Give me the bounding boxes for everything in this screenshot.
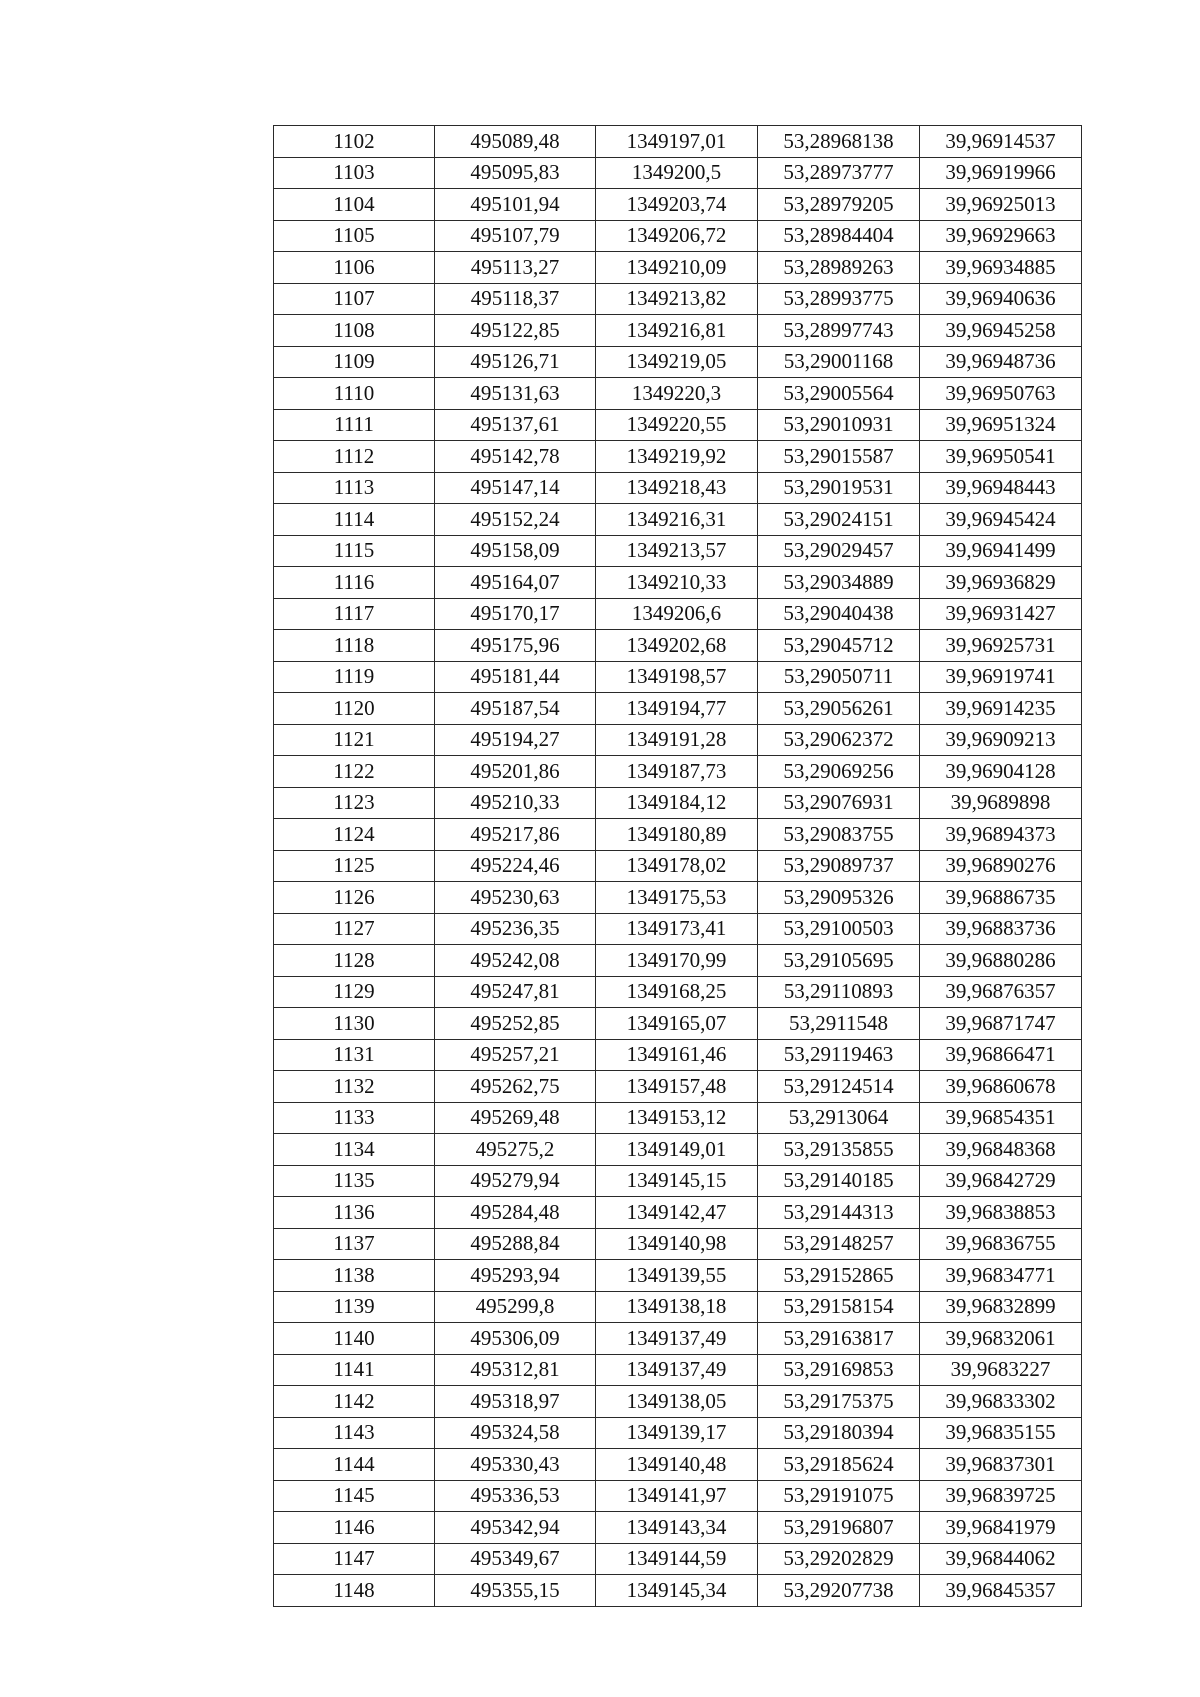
y-coordinate-cell: 1349168,25 xyxy=(596,976,758,1008)
longitude-cell: 39,96833302 xyxy=(920,1386,1082,1418)
longitude-cell: 39,96919741 xyxy=(920,661,1082,693)
longitude-cell: 39,96945424 xyxy=(920,504,1082,536)
x-coordinate-cell: 495113,27 xyxy=(435,252,596,284)
latitude-cell: 53,29056261 xyxy=(758,693,920,725)
latitude-cell: 53,28973777 xyxy=(758,157,920,189)
longitude-cell: 39,96925731 xyxy=(920,630,1082,662)
longitude-cell: 39,9683227 xyxy=(920,1354,1082,1386)
table-row xyxy=(274,189,1082,221)
y-coordinate-cell: 1349184,12 xyxy=(596,787,758,819)
table-row xyxy=(274,283,1082,315)
point-number-cell: 1138 xyxy=(274,1260,435,1292)
table-row xyxy=(274,1417,1082,1449)
table-row xyxy=(274,976,1082,1008)
table-row xyxy=(274,1228,1082,1260)
table-row xyxy=(274,913,1082,945)
x-coordinate-cell: 495095,83 xyxy=(435,157,596,189)
latitude-cell: 53,29135855 xyxy=(758,1134,920,1166)
y-coordinate-cell: 1349153,12 xyxy=(596,1102,758,1134)
latitude-cell: 53,29152865 xyxy=(758,1260,920,1292)
table-row xyxy=(274,441,1082,473)
y-coordinate-cell: 1349145,15 xyxy=(596,1165,758,1197)
table-row xyxy=(274,630,1082,662)
coordinates-table-body xyxy=(274,126,1082,1607)
x-coordinate-cell: 495224,46 xyxy=(435,850,596,882)
x-coordinate-cell: 495122,85 xyxy=(435,315,596,347)
x-coordinate-cell: 495262,75 xyxy=(435,1071,596,1103)
latitude-cell: 53,29119463 xyxy=(758,1039,920,1071)
point-number-cell: 1137 xyxy=(274,1228,435,1260)
longitude-cell: 39,96914537 xyxy=(920,126,1082,158)
y-coordinate-cell: 1349191,28 xyxy=(596,724,758,756)
y-coordinate-cell: 1349170,99 xyxy=(596,945,758,977)
point-number-cell: 1108 xyxy=(274,315,435,347)
y-coordinate-cell: 1349149,01 xyxy=(596,1134,758,1166)
point-number-cell: 1112 xyxy=(274,441,435,473)
latitude-cell: 53,29089737 xyxy=(758,850,920,882)
x-coordinate-cell: 495107,79 xyxy=(435,220,596,252)
x-coordinate-cell: 495131,63 xyxy=(435,378,596,410)
x-coordinate-cell: 495147,14 xyxy=(435,472,596,504)
table-row xyxy=(274,315,1082,347)
y-coordinate-cell: 1349180,89 xyxy=(596,819,758,851)
y-coordinate-cell: 1349161,46 xyxy=(596,1039,758,1071)
latitude-cell: 53,28989263 xyxy=(758,252,920,284)
latitude-cell: 53,29083755 xyxy=(758,819,920,851)
y-coordinate-cell: 1349197,01 xyxy=(596,126,758,158)
point-number-cell: 1128 xyxy=(274,945,435,977)
x-coordinate-cell: 495355,15 xyxy=(435,1575,596,1607)
latitude-cell: 53,29169853 xyxy=(758,1354,920,1386)
x-coordinate-cell: 495284,48 xyxy=(435,1197,596,1229)
point-number-cell: 1125 xyxy=(274,850,435,882)
point-number-cell: 1110 xyxy=(274,378,435,410)
x-coordinate-cell: 495236,35 xyxy=(435,913,596,945)
longitude-cell: 39,96854351 xyxy=(920,1102,1082,1134)
latitude-cell: 53,29076931 xyxy=(758,787,920,819)
point-number-cell: 1126 xyxy=(274,882,435,914)
table-row xyxy=(274,1291,1082,1323)
table-row xyxy=(274,157,1082,189)
x-coordinate-cell: 495288,84 xyxy=(435,1228,596,1260)
point-number-cell: 1134 xyxy=(274,1134,435,1166)
y-coordinate-cell: 1349137,49 xyxy=(596,1323,758,1355)
y-coordinate-cell: 1349145,34 xyxy=(596,1575,758,1607)
y-coordinate-cell: 1349218,43 xyxy=(596,472,758,504)
longitude-cell: 39,96880286 xyxy=(920,945,1082,977)
latitude-cell: 53,29005564 xyxy=(758,378,920,410)
latitude-cell: 53,29158154 xyxy=(758,1291,920,1323)
point-number-cell: 1115 xyxy=(274,535,435,567)
longitude-cell: 39,96950541 xyxy=(920,441,1082,473)
x-coordinate-cell: 495324,58 xyxy=(435,1417,596,1449)
point-number-cell: 1142 xyxy=(274,1386,435,1418)
y-coordinate-cell: 1349137,49 xyxy=(596,1354,758,1386)
y-coordinate-cell: 1349194,77 xyxy=(596,693,758,725)
x-coordinate-cell: 495181,44 xyxy=(435,661,596,693)
point-number-cell: 1146 xyxy=(274,1512,435,1544)
table-row xyxy=(274,1165,1082,1197)
latitude-cell: 53,28979205 xyxy=(758,189,920,221)
latitude-cell: 53,28997743 xyxy=(758,315,920,347)
longitude-cell: 39,96834771 xyxy=(920,1260,1082,1292)
longitude-cell: 39,96919966 xyxy=(920,157,1082,189)
x-coordinate-cell: 495158,09 xyxy=(435,535,596,567)
latitude-cell: 53,29207738 xyxy=(758,1575,920,1607)
x-coordinate-cell: 495247,81 xyxy=(435,976,596,1008)
table-row xyxy=(274,126,1082,158)
latitude-cell: 53,28993775 xyxy=(758,283,920,315)
point-number-cell: 1124 xyxy=(274,819,435,851)
point-number-cell: 1111 xyxy=(274,409,435,441)
longitude-cell: 39,96890276 xyxy=(920,850,1082,882)
latitude-cell: 53,29024151 xyxy=(758,504,920,536)
table-row xyxy=(274,756,1082,788)
latitude-cell: 53,29001168 xyxy=(758,346,920,378)
x-coordinate-cell: 495152,24 xyxy=(435,504,596,536)
table-row xyxy=(274,661,1082,693)
table-row xyxy=(274,1354,1082,1386)
y-coordinate-cell: 1349138,18 xyxy=(596,1291,758,1323)
longitude-cell: 39,96940636 xyxy=(920,283,1082,315)
x-coordinate-cell: 495101,94 xyxy=(435,189,596,221)
table-row xyxy=(274,1480,1082,1512)
table-row xyxy=(274,724,1082,756)
point-number-cell: 1116 xyxy=(274,567,435,599)
longitude-cell: 39,96948443 xyxy=(920,472,1082,504)
x-coordinate-cell: 495336,53 xyxy=(435,1480,596,1512)
latitude-cell: 53,29191075 xyxy=(758,1480,920,1512)
table-row xyxy=(274,1008,1082,1040)
x-coordinate-cell: 495210,33 xyxy=(435,787,596,819)
point-number-cell: 1121 xyxy=(274,724,435,756)
longitude-cell: 39,96931427 xyxy=(920,598,1082,630)
table-row xyxy=(274,252,1082,284)
point-number-cell: 1122 xyxy=(274,756,435,788)
y-coordinate-cell: 1349141,97 xyxy=(596,1480,758,1512)
point-number-cell: 1143 xyxy=(274,1417,435,1449)
longitude-cell: 39,96839725 xyxy=(920,1480,1082,1512)
y-coordinate-cell: 1349142,47 xyxy=(596,1197,758,1229)
table-row xyxy=(274,567,1082,599)
y-coordinate-cell: 1349140,48 xyxy=(596,1449,758,1481)
table-row xyxy=(274,1575,1082,1607)
point-number-cell: 1104 xyxy=(274,189,435,221)
y-coordinate-cell: 1349200,5 xyxy=(596,157,758,189)
latitude-cell: 53,29019531 xyxy=(758,472,920,504)
table-row xyxy=(274,1260,1082,1292)
table-row xyxy=(274,1071,1082,1103)
table-row xyxy=(274,472,1082,504)
point-number-cell: 1114 xyxy=(274,504,435,536)
x-coordinate-cell: 495349,67 xyxy=(435,1543,596,1575)
y-coordinate-cell: 1349138,05 xyxy=(596,1386,758,1418)
x-coordinate-cell: 495318,97 xyxy=(435,1386,596,1418)
point-number-cell: 1132 xyxy=(274,1071,435,1103)
longitude-cell: 39,96945258 xyxy=(920,315,1082,347)
longitude-cell: 39,96842729 xyxy=(920,1165,1082,1197)
y-coordinate-cell: 1349203,74 xyxy=(596,189,758,221)
y-coordinate-cell: 1349210,33 xyxy=(596,567,758,599)
latitude-cell: 53,29050711 xyxy=(758,661,920,693)
x-coordinate-cell: 495089,48 xyxy=(435,126,596,158)
point-number-cell: 1136 xyxy=(274,1197,435,1229)
table-row xyxy=(274,1102,1082,1134)
table-row xyxy=(274,1449,1082,1481)
latitude-cell: 53,29175375 xyxy=(758,1386,920,1418)
latitude-cell: 53,29095326 xyxy=(758,882,920,914)
latitude-cell: 53,29010931 xyxy=(758,409,920,441)
point-number-cell: 1135 xyxy=(274,1165,435,1197)
point-number-cell: 1129 xyxy=(274,976,435,1008)
point-number-cell: 1147 xyxy=(274,1543,435,1575)
point-number-cell: 1144 xyxy=(274,1449,435,1481)
table-row xyxy=(274,409,1082,441)
longitude-cell: 39,96832061 xyxy=(920,1323,1082,1355)
point-number-cell: 1113 xyxy=(274,472,435,504)
y-coordinate-cell: 1349139,17 xyxy=(596,1417,758,1449)
point-number-cell: 1103 xyxy=(274,157,435,189)
latitude-cell: 53,29045712 xyxy=(758,630,920,662)
latitude-cell: 53,29034889 xyxy=(758,567,920,599)
y-coordinate-cell: 1349216,31 xyxy=(596,504,758,536)
table-row xyxy=(274,1323,1082,1355)
x-coordinate-cell: 495187,54 xyxy=(435,693,596,725)
longitude-cell: 39,96838853 xyxy=(920,1197,1082,1229)
y-coordinate-cell: 1349140,98 xyxy=(596,1228,758,1260)
table-row xyxy=(274,850,1082,882)
point-number-cell: 1119 xyxy=(274,661,435,693)
x-coordinate-cell: 495137,61 xyxy=(435,409,596,441)
table-row xyxy=(274,1134,1082,1166)
x-coordinate-cell: 495175,96 xyxy=(435,630,596,662)
longitude-cell: 39,96860678 xyxy=(920,1071,1082,1103)
latitude-cell: 53,29148257 xyxy=(758,1228,920,1260)
longitude-cell: 39,96936829 xyxy=(920,567,1082,599)
x-coordinate-cell: 495293,94 xyxy=(435,1260,596,1292)
latitude-cell: 53,2913064 xyxy=(758,1102,920,1134)
latitude-cell: 53,29163817 xyxy=(758,1323,920,1355)
y-coordinate-cell: 1349157,48 xyxy=(596,1071,758,1103)
longitude-cell: 39,96950763 xyxy=(920,378,1082,410)
y-coordinate-cell: 1349213,57 xyxy=(596,535,758,567)
y-coordinate-cell: 1349210,09 xyxy=(596,252,758,284)
point-number-cell: 1120 xyxy=(274,693,435,725)
y-coordinate-cell: 1349175,53 xyxy=(596,882,758,914)
x-coordinate-cell: 495257,21 xyxy=(435,1039,596,1071)
point-number-cell: 1106 xyxy=(274,252,435,284)
longitude-cell: 39,96914235 xyxy=(920,693,1082,725)
latitude-cell: 53,29062372 xyxy=(758,724,920,756)
table-row xyxy=(274,598,1082,630)
point-number-cell: 1133 xyxy=(274,1102,435,1134)
table-row xyxy=(274,1543,1082,1575)
y-coordinate-cell: 1349219,92 xyxy=(596,441,758,473)
point-number-cell: 1127 xyxy=(274,913,435,945)
longitude-cell: 39,96837301 xyxy=(920,1449,1082,1481)
x-coordinate-cell: 495142,78 xyxy=(435,441,596,473)
x-coordinate-cell: 495217,86 xyxy=(435,819,596,851)
point-number-cell: 1118 xyxy=(274,630,435,662)
point-number-cell: 1117 xyxy=(274,598,435,630)
point-number-cell: 1107 xyxy=(274,283,435,315)
table-row xyxy=(274,945,1082,977)
x-coordinate-cell: 495275,2 xyxy=(435,1134,596,1166)
y-coordinate-cell: 1349178,02 xyxy=(596,850,758,882)
table-row xyxy=(274,346,1082,378)
point-number-cell: 1140 xyxy=(274,1323,435,1355)
longitude-cell: 39,96836755 xyxy=(920,1228,1082,1260)
latitude-cell: 53,29110893 xyxy=(758,976,920,1008)
longitude-cell: 39,96929663 xyxy=(920,220,1082,252)
table-row xyxy=(274,787,1082,819)
x-coordinate-cell: 495312,81 xyxy=(435,1354,596,1386)
table-row xyxy=(274,819,1082,851)
point-number-cell: 1105 xyxy=(274,220,435,252)
table-row xyxy=(274,535,1082,567)
longitude-cell: 39,96832899 xyxy=(920,1291,1082,1323)
point-number-cell: 1102 xyxy=(274,126,435,158)
point-number-cell: 1145 xyxy=(274,1480,435,1512)
x-coordinate-cell: 495170,17 xyxy=(435,598,596,630)
latitude-cell: 53,29144313 xyxy=(758,1197,920,1229)
longitude-cell: 39,96948736 xyxy=(920,346,1082,378)
point-number-cell: 1130 xyxy=(274,1008,435,1040)
longitude-cell: 39,96909213 xyxy=(920,724,1082,756)
x-coordinate-cell: 495194,27 xyxy=(435,724,596,756)
coordinates-table xyxy=(273,125,1082,1607)
latitude-cell: 53,29069256 xyxy=(758,756,920,788)
x-coordinate-cell: 495299,8 xyxy=(435,1291,596,1323)
x-coordinate-cell: 495330,43 xyxy=(435,1449,596,1481)
longitude-cell: 39,96904128 xyxy=(920,756,1082,788)
point-number-cell: 1148 xyxy=(274,1575,435,1607)
latitude-cell: 53,29124514 xyxy=(758,1071,920,1103)
y-coordinate-cell: 1349144,59 xyxy=(596,1543,758,1575)
y-coordinate-cell: 1349165,07 xyxy=(596,1008,758,1040)
longitude-cell: 39,9689898 xyxy=(920,787,1082,819)
longitude-cell: 39,96876357 xyxy=(920,976,1082,1008)
table-row xyxy=(274,504,1082,536)
point-number-cell: 1141 xyxy=(274,1354,435,1386)
y-coordinate-cell: 1349206,6 xyxy=(596,598,758,630)
y-coordinate-cell: 1349220,55 xyxy=(596,409,758,441)
longitude-cell: 39,96925013 xyxy=(920,189,1082,221)
x-coordinate-cell: 495242,08 xyxy=(435,945,596,977)
latitude-cell: 53,29105695 xyxy=(758,945,920,977)
longitude-cell: 39,96894373 xyxy=(920,819,1082,851)
y-coordinate-cell: 1349206,72 xyxy=(596,220,758,252)
y-coordinate-cell: 1349187,73 xyxy=(596,756,758,788)
x-coordinate-cell: 495164,07 xyxy=(435,567,596,599)
table-row xyxy=(274,1039,1082,1071)
longitude-cell: 39,96841979 xyxy=(920,1512,1082,1544)
y-coordinate-cell: 1349219,05 xyxy=(596,346,758,378)
latitude-cell: 53,29029457 xyxy=(758,535,920,567)
table-row xyxy=(274,1386,1082,1418)
longitude-cell: 39,96844062 xyxy=(920,1543,1082,1575)
x-coordinate-cell: 495306,09 xyxy=(435,1323,596,1355)
table-row xyxy=(274,882,1082,914)
latitude-cell: 53,28984404 xyxy=(758,220,920,252)
latitude-cell: 53,29180394 xyxy=(758,1417,920,1449)
longitude-cell: 39,96848368 xyxy=(920,1134,1082,1166)
longitude-cell: 39,96886735 xyxy=(920,882,1082,914)
latitude-cell: 53,28968138 xyxy=(758,126,920,158)
y-coordinate-cell: 1349173,41 xyxy=(596,913,758,945)
table-row xyxy=(274,693,1082,725)
longitude-cell: 39,96835155 xyxy=(920,1417,1082,1449)
point-number-cell: 1109 xyxy=(274,346,435,378)
y-coordinate-cell: 1349143,34 xyxy=(596,1512,758,1544)
latitude-cell: 53,29202829 xyxy=(758,1543,920,1575)
latitude-cell: 53,29140185 xyxy=(758,1165,920,1197)
longitude-cell: 39,96883736 xyxy=(920,913,1082,945)
x-coordinate-cell: 495269,48 xyxy=(435,1102,596,1134)
point-number-cell: 1131 xyxy=(274,1039,435,1071)
table-row xyxy=(274,378,1082,410)
latitude-cell: 53,29196807 xyxy=(758,1512,920,1544)
y-coordinate-cell: 1349213,82 xyxy=(596,283,758,315)
table-row xyxy=(274,220,1082,252)
table-row xyxy=(274,1512,1082,1544)
y-coordinate-cell: 1349216,81 xyxy=(596,315,758,347)
x-coordinate-cell: 495118,37 xyxy=(435,283,596,315)
longitude-cell: 39,96941499 xyxy=(920,535,1082,567)
point-number-cell: 1139 xyxy=(274,1291,435,1323)
longitude-cell: 39,96845357 xyxy=(920,1575,1082,1607)
y-coordinate-cell: 1349198,57 xyxy=(596,661,758,693)
longitude-cell: 39,96951324 xyxy=(920,409,1082,441)
y-coordinate-cell: 1349139,55 xyxy=(596,1260,758,1292)
longitude-cell: 39,96934885 xyxy=(920,252,1082,284)
y-coordinate-cell: 1349220,3 xyxy=(596,378,758,410)
x-coordinate-cell: 495279,94 xyxy=(435,1165,596,1197)
latitude-cell: 53,2911548 xyxy=(758,1008,920,1040)
longitude-cell: 39,96866471 xyxy=(920,1039,1082,1071)
latitude-cell: 53,29040438 xyxy=(758,598,920,630)
x-coordinate-cell: 495342,94 xyxy=(435,1512,596,1544)
x-coordinate-cell: 495201,86 xyxy=(435,756,596,788)
x-coordinate-cell: 495252,85 xyxy=(435,1008,596,1040)
longitude-cell: 39,96871747 xyxy=(920,1008,1082,1040)
x-coordinate-cell: 495230,63 xyxy=(435,882,596,914)
table-row xyxy=(274,1197,1082,1229)
y-coordinate-cell: 1349202,68 xyxy=(596,630,758,662)
x-coordinate-cell: 495126,71 xyxy=(435,346,596,378)
latitude-cell: 53,29015587 xyxy=(758,441,920,473)
point-number-cell: 1123 xyxy=(274,787,435,819)
latitude-cell: 53,29185624 xyxy=(758,1449,920,1481)
latitude-cell: 53,29100503 xyxy=(758,913,920,945)
